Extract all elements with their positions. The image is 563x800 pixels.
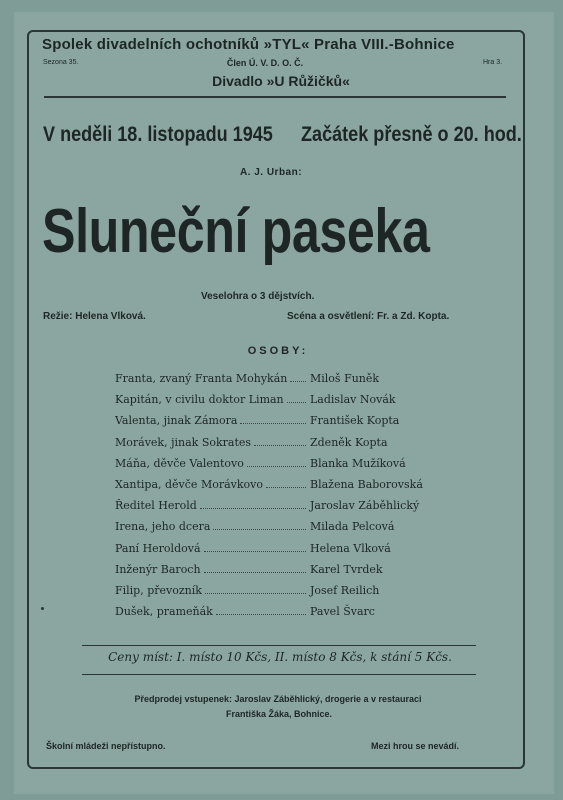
cast-role: Ředitel Herold: [115, 499, 197, 513]
cast-row: [115, 563, 445, 584]
director-credit: Režie: Helena Vlková.: [43, 311, 146, 322]
cast-actor: Ladislav Novák: [310, 393, 396, 407]
cast-actor: Pavel Švarc: [310, 605, 375, 619]
cast-row: [115, 414, 445, 435]
membership-label: Člen Ú. V. D. O. Č.: [226, 58, 304, 68]
cast-row: [115, 584, 445, 605]
performance-date: V neděli 18. listopadu 1945: [43, 123, 273, 146]
cast-role: Kapitán, v civilu doktor Liman: [115, 393, 284, 407]
cast-heading: OSOBY:: [247, 345, 309, 357]
leader-dots: [205, 584, 306, 594]
play-author: A. J. Urban:: [239, 167, 303, 178]
leader-dots: [287, 393, 306, 403]
cast-row: [115, 520, 445, 541]
leader-dots: [204, 563, 306, 573]
cast-actor: Josef Reilich: [310, 583, 380, 597]
presale-line-1: Předprodej vstupenek: Jaroslav Záběhlický, drogerie a v restauraci: [134, 694, 422, 704]
cast-actor: Blanka Mužíková: [310, 456, 406, 470]
entry-notice: Mezi hrou se nevádí.: [371, 741, 460, 751]
leader-dots: [290, 372, 306, 382]
leader-dots: [247, 457, 306, 467]
leader-dots: [204, 542, 306, 552]
leader-dots: [213, 520, 306, 530]
youth-notice: Školní mládeži nepřístupno.: [46, 741, 166, 751]
cast-actor: Zdeněk Kopta: [310, 435, 388, 449]
cast-role: Franta, zvaný Franta Mohykán: [115, 372, 288, 385]
cast-actor: František Kopta: [310, 414, 400, 428]
cast-row: [115, 542, 445, 563]
theatre-name: Divadlo »U Růžičků«: [212, 73, 350, 89]
cast-actor: Karel Tvrdek: [310, 562, 383, 576]
play-number-label: Hra 3.: [483, 59, 503, 66]
cast-actor: Blažena Baborovská: [310, 477, 423, 491]
cast-actor: Miloš Funěk: [310, 372, 380, 385]
cast-list: [115, 372, 445, 626]
ticket-prices: Ceny míst: I. místo 10 Kčs, II. místo 8 Kčs, k stání 5 Kčs.: [108, 650, 452, 664]
cast-row: [115, 393, 445, 414]
cast-role: Máňa, děvče Valentovo: [115, 456, 244, 470]
leader-dots: [216, 605, 306, 615]
season-label: Sezona 35.: [43, 59, 79, 66]
cast-role: Inženýr Baroch: [115, 562, 201, 576]
cast-row: [115, 457, 445, 478]
cast-role: Dušek, prameňák: [115, 605, 213, 619]
leader-dots: [254, 436, 306, 446]
cast-row: [115, 372, 445, 393]
play-title: Sluneční paseka: [42, 197, 430, 266]
cast-role: Filip, převozník: [115, 583, 202, 597]
cast-role: Paní Heroldová: [115, 541, 201, 555]
play-genre: Veselohra o 3 dějstvích.: [201, 291, 315, 302]
leader-dots: [266, 478, 306, 488]
performance-start: Začátek přesně o 20. hod.: [301, 123, 522, 146]
scene-credit: Scéna a osvětlení: Fr. a Zd. Kopta.: [287, 311, 450, 322]
cast-row: [115, 436, 445, 457]
presale-line-2: Františka Žáka, Bohnice.: [225, 709, 333, 719]
society-heading: Spolek divadelních ochotníků »TYL« Praha VIII.-Bohnice: [42, 36, 455, 53]
cast-role: Irena, jeho dcera: [115, 520, 211, 534]
leader-dots: [240, 414, 306, 424]
cast-actor: Jaroslav Záběhlický: [310, 499, 420, 513]
cast-actor: Milada Pelcová: [310, 520, 395, 534]
cast-row: [115, 499, 445, 520]
cast-role: Xantipa, děvče Morávkovo: [115, 477, 263, 491]
cast-row: [115, 478, 445, 499]
header-divider: [44, 96, 506, 98]
cast-actor: Helena Vlková: [310, 541, 391, 555]
cast-role: Valenta, jinak Zámora: [115, 414, 238, 428]
cast-row: [115, 605, 445, 626]
leader-dots: [200, 499, 306, 509]
stray-dot: [41, 607, 44, 610]
cast-role: Morávek, jinak Sokrates: [115, 435, 252, 449]
